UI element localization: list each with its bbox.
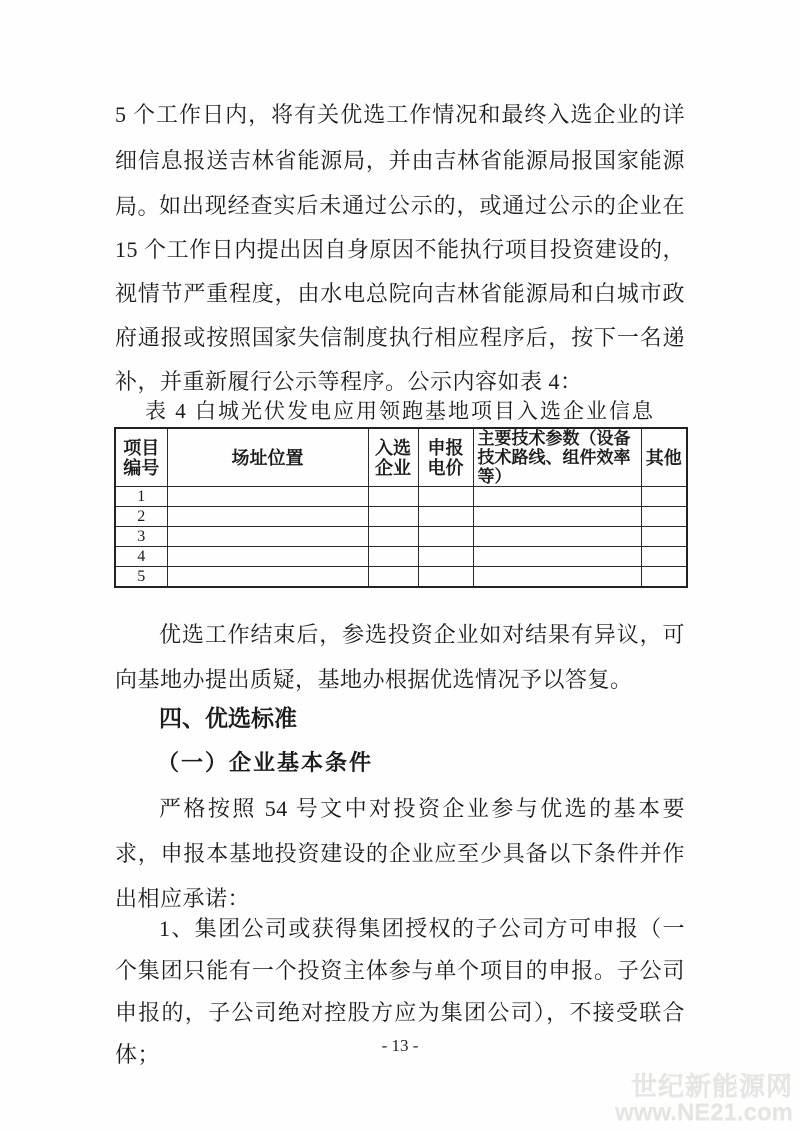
row-number: 5 bbox=[115, 567, 167, 588]
paragraph-publicity-procedure: 如出现经查实后未通过公示的，或通过公示的企业在 15 个工作日内提出因自身原因不能执行项目投资建设的，视情节严重程度，由水电总院向吉林省能源局和白城市政府通报或按照国家失信制度执行相应程序后，按下一名递补，并重新履行公示等程序。公示内容如表 4： bbox=[115, 193, 685, 394]
table-row bbox=[115, 487, 687, 507]
cell-price bbox=[418, 527, 473, 547]
paragraph-objection-reply: 优选工作结束后，参选投资企业如对结果有异议，可向基地办提出质疑，基地办根据优选情况予以答复。 bbox=[115, 622, 685, 692]
cell-site bbox=[167, 567, 368, 588]
cell-enterprise bbox=[368, 527, 418, 547]
table-row bbox=[115, 547, 687, 567]
cell-price bbox=[418, 487, 473, 507]
row-number: 3 bbox=[115, 527, 167, 547]
row-number: 2 bbox=[115, 507, 167, 527]
col-header-declared-price: 申报电价 bbox=[418, 428, 473, 487]
cell-price bbox=[418, 567, 473, 588]
cell-params bbox=[473, 487, 641, 507]
cell-price bbox=[418, 547, 473, 567]
paragraph-item-1-group-company: 1、集团公司或获得集团授权的子公司方可申报（一个集团只能有一个投资主体参与单个项目的申报。子公司申报的，子公司绝对控股方应为集团公司），不接受联合体； bbox=[115, 916, 685, 1067]
section-heading-selection-criteria: 四、优选标准 bbox=[159, 705, 297, 731]
table-row bbox=[115, 507, 687, 527]
enterprise-info-table-wrap bbox=[114, 427, 686, 588]
cell-other bbox=[641, 487, 687, 507]
cell-params bbox=[473, 547, 641, 567]
cell-enterprise bbox=[368, 567, 418, 588]
watermark bbox=[615, 1072, 793, 1125]
cell-enterprise bbox=[368, 507, 418, 527]
col-header-technical-params: 主要技术参数（设备技术路线、组件效率等） bbox=[473, 428, 641, 487]
cell-site bbox=[167, 507, 368, 527]
cell-site bbox=[167, 487, 368, 507]
cell-enterprise bbox=[368, 487, 418, 507]
col-header-selected-enterprise: 入选企业 bbox=[368, 428, 418, 487]
cell-params bbox=[473, 527, 641, 547]
cell-params bbox=[473, 567, 641, 588]
paragraph-continuation: 5 个工作日内，将有关优选工作情况和最终入选企业的详细信息报送吉林省能源局，并由吉林省能源局报国家能源局。 bbox=[115, 102, 685, 219]
table-header-row bbox=[115, 428, 687, 487]
cell-enterprise bbox=[368, 547, 418, 567]
table-row bbox=[115, 527, 687, 547]
cell-other bbox=[641, 507, 687, 527]
row-number: 4 bbox=[115, 547, 167, 567]
paragraph-basic-requirements: 严格按照 54 号文中对投资企业参与优选的基本要求，申报本基地投资建设的企业应至少具备以下条件并作出相应承诺： bbox=[115, 796, 685, 911]
sub-heading-enterprise-basic-conditions: （一）企业基本条件 bbox=[157, 750, 374, 775]
table-row bbox=[115, 567, 687, 588]
cell-site bbox=[167, 547, 368, 567]
col-header-other: 其他 bbox=[641, 428, 687, 487]
page-number: - 13 - bbox=[381, 1036, 419, 1055]
table-caption: 表 4 白城光伏发电应用领跑基地项目入选企业信息 bbox=[145, 399, 655, 423]
watermark-site-name: 世纪新能源网 bbox=[630, 1071, 793, 1101]
cell-price bbox=[418, 507, 473, 527]
row-number: 1 bbox=[115, 487, 167, 507]
cell-other bbox=[641, 547, 687, 567]
watermark-site-url: www.NE21.com bbox=[615, 1099, 793, 1126]
col-header-project-no: 项目编号 bbox=[115, 428, 167, 487]
cell-params bbox=[473, 507, 641, 527]
cell-site bbox=[167, 527, 368, 547]
cell-other bbox=[641, 527, 687, 547]
cell-other bbox=[641, 567, 687, 588]
col-header-site-location: 场址位置 bbox=[167, 428, 368, 487]
enterprise-info-table bbox=[114, 427, 688, 588]
